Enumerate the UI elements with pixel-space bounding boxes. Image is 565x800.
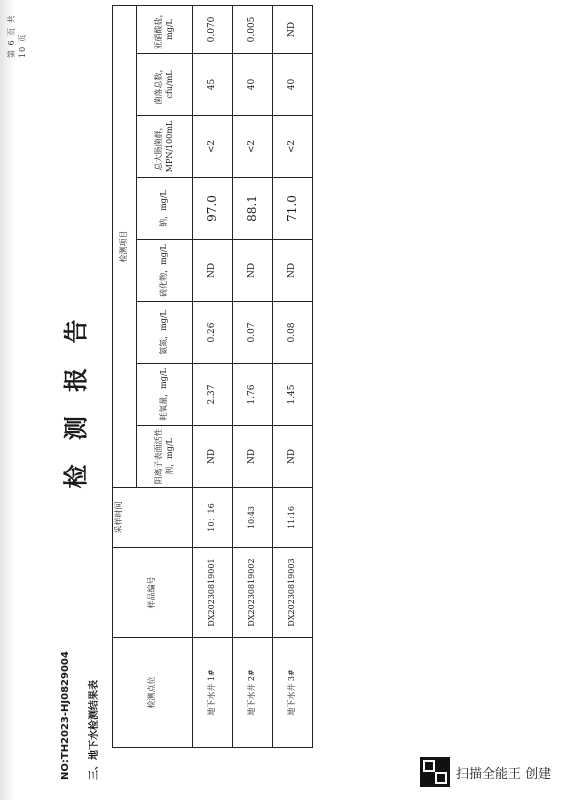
cell-value: ND [233, 426, 273, 488]
cell-value: 40 [273, 54, 313, 116]
cell-value: 45 [193, 54, 233, 116]
cell-site: 地下水井 2# [233, 638, 273, 748]
cell-time: 10:43 [233, 488, 273, 548]
cell-value: 0.26 [193, 302, 233, 364]
cell-value: ND [193, 240, 233, 302]
cell-value: 0.07 [233, 302, 273, 364]
cell-value: 1.45 [273, 364, 313, 426]
scanner-label: 扫描全能王 创建 [456, 766, 552, 782]
report-number: NO:TH2023-HJ0829004 [60, 651, 71, 780]
header-site: 检测点位 [113, 638, 193, 748]
cell-value: ND [273, 6, 313, 54]
qr-code-icon [420, 757, 450, 787]
cell-value: 97.0 [193, 178, 233, 240]
cell-value: ND [233, 240, 273, 302]
cell-value: ND [193, 426, 233, 488]
cell-value: 0.08 [273, 302, 313, 364]
report-title: 检 测 报 告 [61, 311, 90, 489]
cell-value: 40 [233, 54, 273, 116]
cell-value: 88.1 [233, 178, 273, 240]
cell-sample: DX20230819002 [233, 548, 273, 638]
table-row [193, 6, 233, 748]
cell-value: 71.0 [273, 178, 313, 240]
cell-sample: DX20230819001 [193, 548, 233, 638]
cell-time: 10：16 [193, 488, 233, 548]
cell-value: 0.070 [193, 6, 233, 54]
cell-value: ND [273, 240, 313, 302]
cell-time: 11:16 [273, 488, 313, 548]
cell-site: 地下水井 3# [273, 638, 313, 748]
header-group: 检测项目 [113, 6, 137, 488]
cell-site: 地下水井 1# [193, 638, 233, 748]
header-param: 钠，mg/L [137, 178, 193, 240]
header-param: 耗氧量，mg/L [137, 364, 193, 426]
cell-value: 0.005 [233, 6, 273, 54]
header-param: 阴离子表面活性剂，mg/L [137, 426, 193, 488]
section-title: 三、地下水检测结果表 [89, 680, 100, 780]
header-sample: 样品编号 [113, 548, 193, 638]
cell-value: 1.76 [233, 364, 273, 426]
cell-value: <2 [233, 116, 273, 178]
table-row [233, 6, 273, 748]
header-param: 亚硝酸盐，mg/L [137, 6, 193, 54]
cell-sample: DX20230819003 [273, 548, 313, 638]
table-row [273, 6, 313, 748]
header-param: 菌落总数，cfu/mL [137, 54, 193, 116]
page-number: 第 6 页 共 10 页 [7, 14, 27, 58]
scanner-watermark [420, 757, 551, 787]
header-param: 硫化物，mg/L [137, 240, 193, 302]
header-param: 氨氮，mg/L [137, 302, 193, 364]
cell-value: <2 [273, 116, 313, 178]
header-param: 总大肠菌群，MPN/100mL [137, 116, 193, 178]
cell-value: ND [273, 426, 313, 488]
groundwater-results-table [112, 5, 313, 748]
header-time: 采样时间 [113, 488, 193, 548]
cell-value: 2.37 [193, 364, 233, 426]
cell-value: <2 [193, 116, 233, 178]
